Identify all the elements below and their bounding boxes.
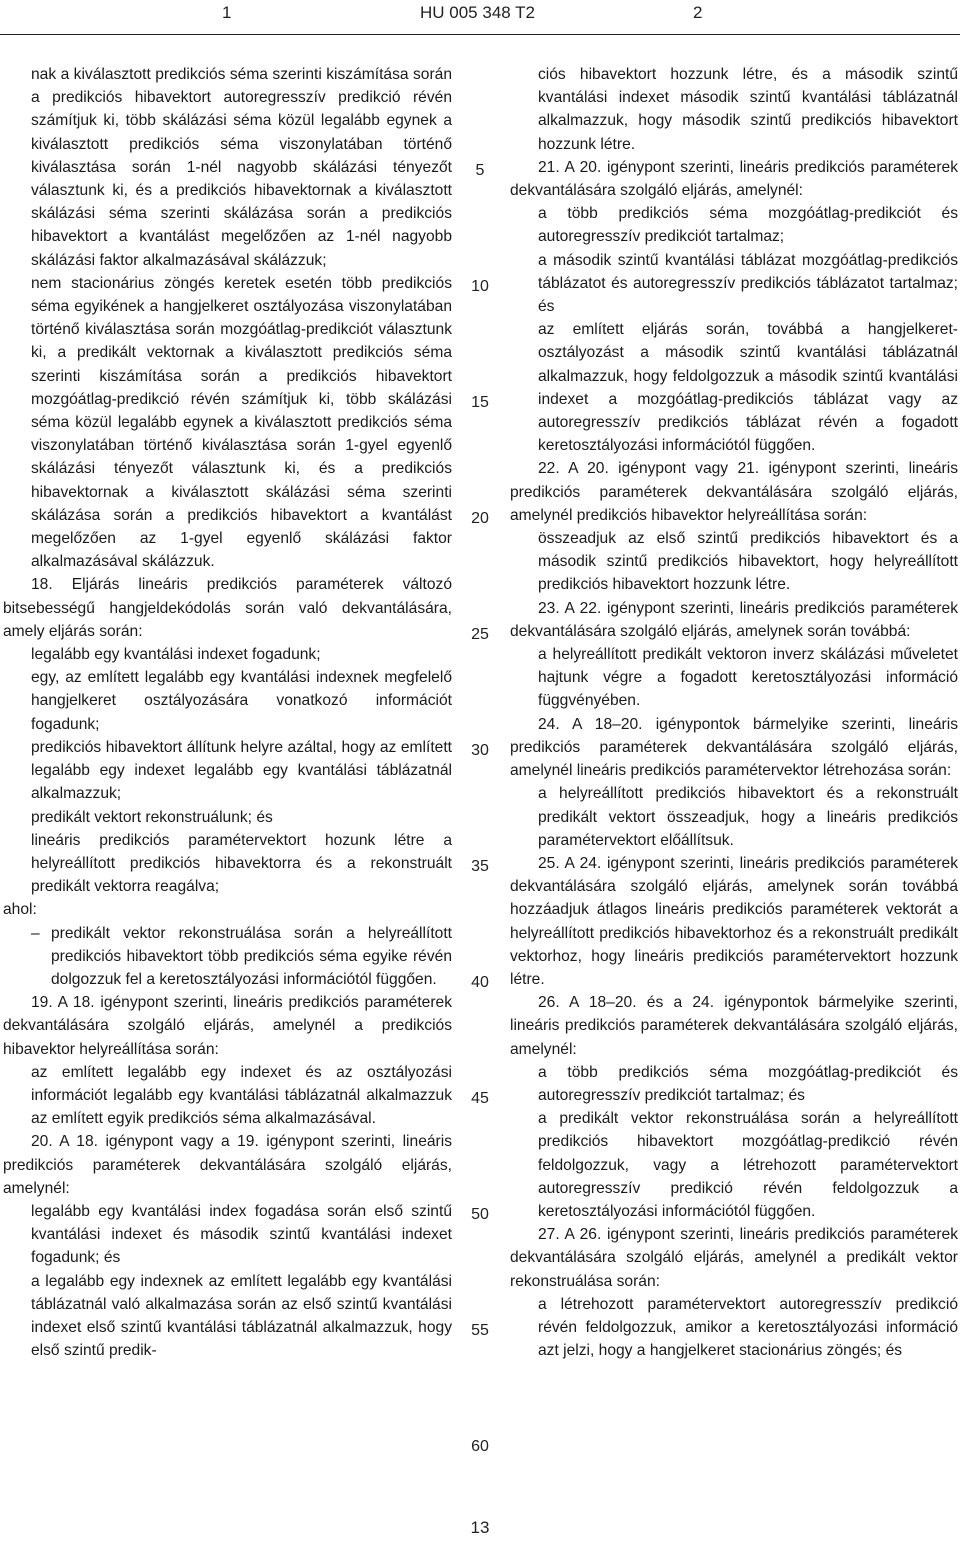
claim-paragraph: az említett legalább egy indexet és az osztályozási információt legalább egy kvantálási táblázatnál alkalmazzuk az említett egyik predikciós séma alkalmazásával. xyxy=(31,1063,452,1128)
line-number: 10 xyxy=(471,278,489,295)
line-number: 25 xyxy=(471,626,489,643)
right-text-column xyxy=(510,63,958,1362)
claim-paragraph: lineáris predikciós paramétervektort hozunk létre a helyreállított predikciós hibavektorra és a rekonstruált predikált vektorra reagálva; xyxy=(31,831,452,896)
line-number: 50 xyxy=(471,1206,489,1223)
claim-paragraph: 24. A 18–20. igénypontok bármelyike szerinti, lineáris predikciós paraméterek dekvantálására szolgáló eljárás, amelynél lineáris predikciós paramétervektor létrehozása során: xyxy=(510,715,958,780)
line-number: 40 xyxy=(471,974,489,991)
claim-paragraph: 26. A 18–20. és a 24. igénypontok bármelyike szerinti, lineáris predikciós paraméterek dekvantálására szolgáló eljárás, amelynél: xyxy=(510,994,958,1058)
claim-paragraph: az említett eljárás során, továbbá a hangjelkeret-osztályozást a második szintű kvantálási táblázatnál alkalmazzuk, hogy feldolgozzuk a második szintű kvantálási indexet a mozgóátlag-predikciós táblázat vagy az autoregresszív predikciós táblázat révén a fogadott keretosztályozási információtól függően. xyxy=(538,321,958,455)
claim-paragraph: a helyreállított predikált vektoron inverz skálázási műveletet hajtunk végre a fogadott keretosztályozási információ függvényében. xyxy=(538,646,958,710)
claim-paragraph: a létrehozott paramétervektort autoregresszív predikció révén feldolgozzuk, amikor a keretosztályozási információ azt jelzi, hogy a hangjelkeret stacionárius zöngés; és xyxy=(538,1295,958,1360)
page-header xyxy=(0,0,960,36)
document-identifier: HU 005 348 T2 xyxy=(420,3,535,22)
claim-paragraph: nem stacionárius zöngés keretek esetén több predikciós séma egyikének a hangjelkeret osztályozása viszonylatában történő kiválasztása során mozgóátlag-predikciót választunk ki, a predikált vektornak a kiválasztott predikciós séma szerinti kiszámítása során a predikciós hibavektort mozgóátlag-predikció révén számítjuk ki, több skálázási séma közül legalább egynek a kiválasztott predikciós séma viszonylatában történő kiválasztása során 1-gyel egyenlő skálázási tényezőt választunk ki, és a predikciós hibavektornak a kiválasztott skálázási séma szerinti skálázása során a predikciós hibavektort a kvantálást megelőzően az 1-gyel egyenlő skálázási faktor alkalmazásával skálázzuk. xyxy=(31,274,452,571)
claim-paragraph: ciós hibavektort hozzunk létre, és a második szintű kvantálási indexet második szintű kvantálási táblázatnál alkalmazzuk, hogy második szintű predikciós hibavektort hozzunk létre. xyxy=(538,66,958,153)
line-number: 55 xyxy=(471,1322,489,1339)
claim-paragraph: nak a kiválasztott predikciós séma szerinti kiszámítása során a predikciós hibavektort autoregresszív predikció révén számítjuk ki, több skálázási séma közül legalább egynek a kiválasztott predikciós séma viszonylatában történő kiválasztása során 1-nél nagyobb skálázási tényezőt választunk ki, és a predikciós hibavektornak a kiválasztott skálázási séma szerinti skálázása során a predikciós hibavektort a kvantálást megelőzően az 1-nél nagyobb skálázási faktor alkalmazásával skálázzuk; xyxy=(31,66,452,269)
claim-paragraph: predikciós hibavektort állítunk helyre azáltal, hogy az említett legalább egy indexet legalább egy kvantálási táblázatnál alkalmazzuk; xyxy=(31,738,452,803)
line-number: 20 xyxy=(471,510,489,527)
claim-paragraph: 21. A 20. igénypont szerinti, lineáris predikciós paraméterek dekvantálására szolgáló eljárás, amelynél: xyxy=(510,158,958,200)
claim-paragraph: 25. A 24. igénypont szerinti, lineáris predikciós paraméterek dekvantálására szolgáló eljárás, amelynek során továbbá hozzáadjuk átlagos lineáris predikciós paraméterek vektorát a helyreállított predikciós hibavektorhoz és a rekonstruált predikált vektorhoz, hogy lineáris predikciós paramétervektort hozzunk létre. xyxy=(510,854,958,988)
line-number: 30 xyxy=(471,742,489,759)
left-text-column xyxy=(3,63,452,1362)
claim-paragraph: 19. A 18. igénypont szerinti, lineáris predikciós paraméterek dekvantálására szolgáló eljárás, amelynél a predikciós hibavektor helyreállítása során: xyxy=(3,994,452,1058)
claim-paragraph: 22. A 20. igénypont vagy 21. igénypont szerinti, lineáris predikciós paraméterek dekvantálására szolgáló eljárás, amelynél predikciós hibavektor helyreállítása során: xyxy=(510,460,958,524)
claim-paragraph: a legalább egy indexnek az említett legalább egy kvantálási táblázatnál való alkalmazása során az első szintű kvantálási indexet első szintű kvantálási táblázatnál alkalmazzuk, hogy első szintű predik- xyxy=(31,1272,452,1360)
claim-paragraph: a több predikciós séma mozgóátlag-predikciót és autoregresszív predikciót tartalmaz; és xyxy=(538,1063,958,1104)
claim-paragraph: 18. Eljárás lineáris predikciós paraméterek változó bitsebességű hangjeldekódolás során való dekvantálására, amely eljárás során: xyxy=(3,576,452,640)
page-footer-number: 13 xyxy=(470,1518,490,1537)
claim-paragraph: 20. A 18. igénypont vagy a 19. igénypont szerinti, lineáris predikciós paraméterek dekvantálására szolgáló eljárás, amelynél: xyxy=(3,1133,452,1197)
claim-paragraph: 27. A 26. igénypont szerinti, lineáris predikciós paraméterek dekvantálására szolgáló eljárás, amelynél a predikált vektor rekonstruálása során: xyxy=(510,1226,958,1290)
right-column-page-number: 2 xyxy=(693,3,703,22)
claim-paragraph: legalább egy kvantálási index fogadása során első szintű kvantálási indexet és második szintű kvantálási indexet fogadunk; és xyxy=(31,1202,452,1267)
claim-paragraph: összeadjuk az első szintű predikciós hibavektort és a második szintű predikciós hibavektort, hogy helyreállított predikciós hibavektort hozzunk létre. xyxy=(538,530,958,594)
claim-paragraph: a második szintű kvantálási táblázat mozgóátlag-predikciós táblázatot és autoregresszív predikciós táblázatot tartalmaz; és xyxy=(538,251,958,316)
header-rule xyxy=(0,34,960,35)
claim-paragraph: 23. A 22. igénypont szerinti, lineáris predikciós paraméterek dekvantálására szolgáló eljárás, amelynek során továbbá: xyxy=(510,599,958,640)
claim-paragraph: egy, az említett legalább egy kvantálási indexnek megfelelő hangjelkeret osztályozására vonatkozó információt fogadunk; xyxy=(31,669,452,733)
line-number: 60 xyxy=(471,1438,489,1455)
left-column-page-number: 1 xyxy=(222,3,232,22)
line-number: 15 xyxy=(471,394,489,411)
claim-paragraph: – predikált vektor rekonstruálása során a helyreállított predikciós hibavektort több predikciós séma egyike révén dolgozzuk fel a keretosztályozási információtól függően. xyxy=(3,922,452,992)
line-number: 5 xyxy=(475,162,485,179)
claim-paragraph: a helyreállított predikciós hibavektort és a rekonstruált predikált vektort összeadjuk, hogy a lineáris predikciós paramétervektort előállítsuk. xyxy=(538,785,958,849)
claim-paragraph: a predikált vektor rekonstruálása során a helyreállított predikciós hibavektort mozgóátlag-predikció révén feldolgozzuk, vagy a létrehozott paramétervektort autoregresszív predikció révén feldolgozzuk a keretosztályozási információtól függően. xyxy=(538,1110,958,1220)
claim-paragraph: predikált vektort rekonstruálunk; és xyxy=(31,808,273,826)
claim-paragraph: a több predikciós séma mozgóátlag-predikciót és autoregresszív predikciót tartalmaz; xyxy=(538,205,958,246)
claim-paragraph: ahol: xyxy=(3,901,37,919)
claim-paragraph: legalább egy kvantálási indexet fogadunk; xyxy=(31,646,321,664)
line-number: 35 xyxy=(471,858,489,875)
line-number: 45 xyxy=(471,1090,489,1107)
